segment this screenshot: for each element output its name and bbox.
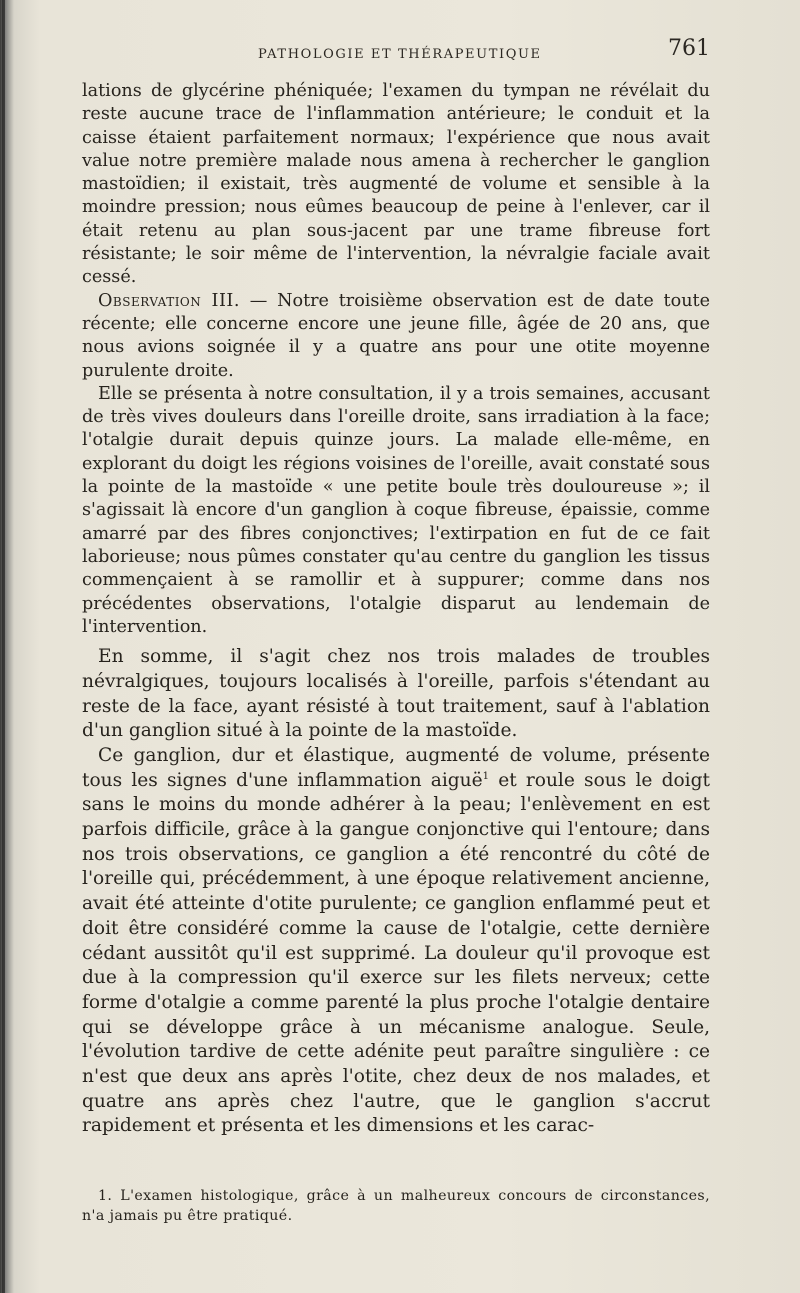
main-text <box>82 80 710 1139</box>
footnote-text: L'examen histologique, grâce à un malheureux concours de circonstances, n'a jamais pu être pratiqué. <box>82 1188 711 1224</box>
footnote-reference[interactable]: 1 <box>482 770 490 782</box>
paragraph-ganglion-start: Ce ganglion, dur et élastique, augmenté de volume, présente tous les signes d'une inflammation aiguë <box>82 744 710 791</box>
page-number: 761 <box>668 36 710 61</box>
footnote-number: 1. <box>98 1188 113 1204</box>
running-title: PATHOLOGIE ET THÉRAPEUTIQUE <box>258 47 542 62</box>
paragraph-1: lations de glycérine phéniquée; l'examen du tympan ne révélait du reste aucune trace de l'inflammation antérieure; le conduit et la caisse étaient parfaitement normaux; l'expérience que nous avait value notre première malade nous amena à rechercher le ganglion mastoïdien; il existait, très augmenté de volume et sensible à la moindre pression; nous eûmes beaucoup de peine à l'enlever, car il était retenu au plan sous-jacent par une trame fibreuse fort résistante; le soir même de l'intervention, la névralgie faciale avait cessé. <box>82 81 710 288</box>
paragraph-summary: En somme, il s'agit chez nos trois malades de troubles névralgiques, toujours localisés à l'oreille, parfois s'étendant au reste de la face, ayant résisté à tout traitement, sauf à l'ablation d'un ganglion situé à la pointe de la mastoïde. <box>82 646 710 742</box>
running-header <box>0 36 800 66</box>
observation-label: Observation III. <box>98 290 240 311</box>
footnote <box>82 1186 710 1226</box>
paragraph-3: Elle se présenta à notre consultation, il y a trois semaines, accusant de très vives douleurs dans l'oreille droite, sans irradiation à la face; l'otalgie durait depuis quinze jours. La malade elle-même, en explorant du doigt les régions voisines de l'oreille, avait constaté sous la pointe de la mastoïde « une petite boule très douloureuse »; il s'agissait là encore d'un ganglion à coque fibreuse, épaissie, comme amarré par des fibres conjonctives; l'extirpation en fut de ce fait laborieuse; nous pûmes constater qu'au centre du ganglion les tissus commençaient à se ramollir et à suppurer; comme dans nos précédentes observations, l'otalgie disparut au lendemain de l'intervention. <box>82 383 710 637</box>
paragraph-ganglion-end: et roule sous le doigt sans le moins du monde adhérer à la peau; l'enlèvement en est parfois difficile, grâce à la gangue conjonctive qui l'entoure; dans nos trois observations, ce ganglion a été rencontré du côté de l'oreille qui, précédemment, à une époque relativement ancienne, avait été atteinte d'otite purulente; ce ganglion enflammé peut et doit être considéré comme la cause de l'otalgie, cette dernière cédant aussitôt qu'il est supprimé. La douleur qu'il provoque est due à la compression qu'il exerce sur les filets nerveux; cette forme d'otalgie a comme parenté la plus proche l'otalgie dentaire qui se développe grâce à un mécanisme analogue. Seule, l'évolution tardive de cette adénite peut paraître singulière : ce n'est que deux ans après l'otite, chez deux de nos malades, et quatre ans après chez l'autre, que le ganglion s'accrut rapidement et présenta et les dimensions et les carac- <box>82 769 710 1137</box>
observation-text: — Notre troisième observation est de date toute récente; elle concerne encore une jeune fille, âgée de 20 ans, que nous avions soignée il y a quatre ans pour une otite moyenne purulente droite. <box>82 290 711 381</box>
paragraph-observation-3 <box>82 290 710 383</box>
paragraph-ganglion <box>82 744 710 1139</box>
binding-gutter <box>2 0 5 1293</box>
